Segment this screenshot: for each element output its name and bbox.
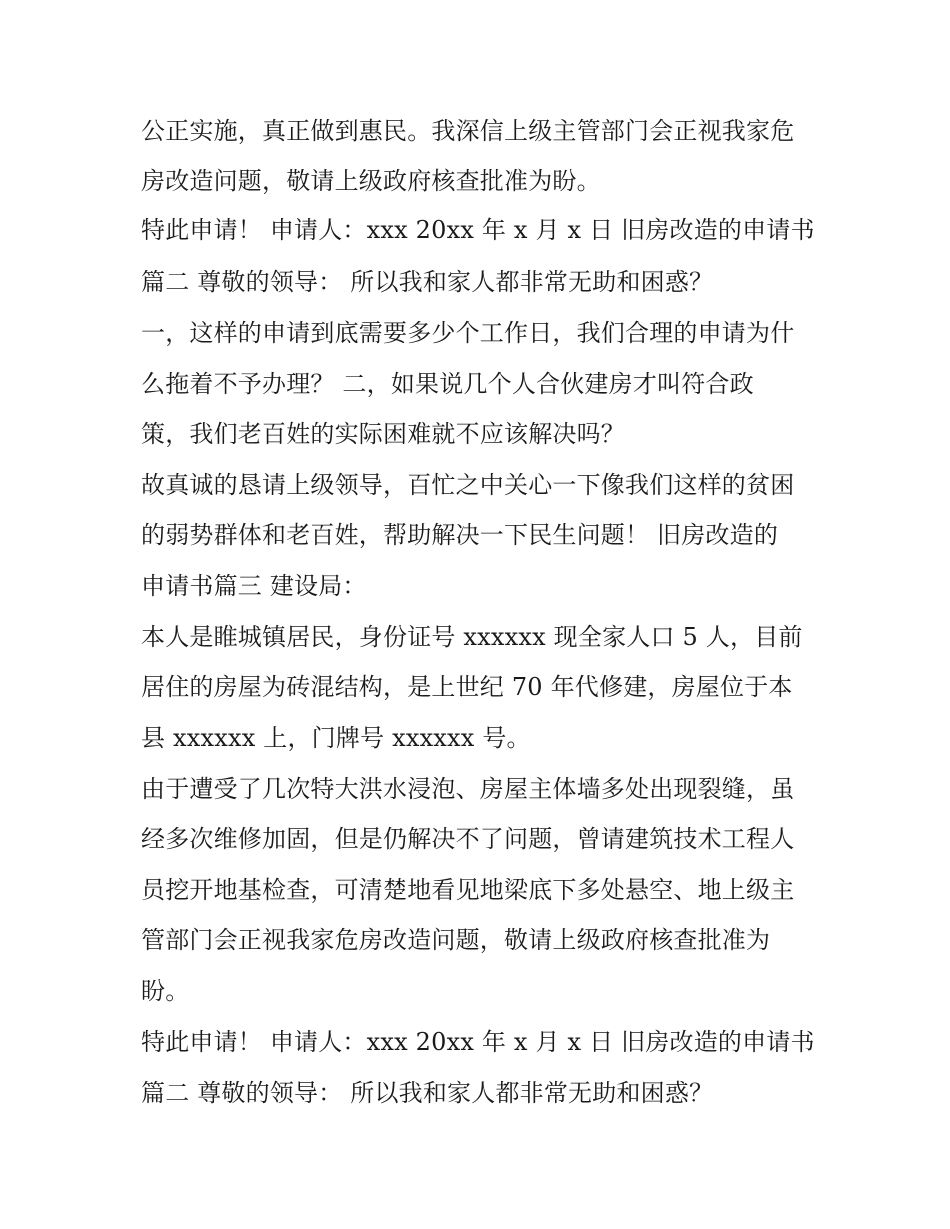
text-line: 申请书篇三 建设局： <box>141 572 367 600</box>
text-line: 管部门会正视我家危房改造问题，敬请上级政府核查批准为 <box>141 926 771 954</box>
text-line: 篇二 尊敬的领导： 所以我和家人都非常无助和困惑？ <box>141 1079 714 1107</box>
text-line: 么拖着不予办理？ 二，如果说几个人合伙建房才叫符合政 <box>141 370 754 398</box>
text-line: 居住的房屋为砖混结构，是上世纪 70 年代修建，房屋位于本 <box>141 673 793 701</box>
text-line: 由于遭受了几次特大洪水浸泡、房屋主体墙多处出现裂缝，虽 <box>141 775 795 803</box>
text-line: 一，这样的申请到底需要多少个工作日，我们合理的申请为什 <box>141 319 795 347</box>
text-line: 故真诚的恳请上级领导，百忙之中关心一下像我们这样的贫困 <box>141 471 795 499</box>
text-line: 本人是睢城镇居民，身份证号 xxxxxx 现全家人口 5 人，目前 <box>141 623 803 651</box>
text-line: 盼。 <box>141 977 190 1005</box>
text-line: 特此申请！ 申请人：xxx 20xx 年 x 月 x 日 旧房改造的申请书 <box>141 1028 815 1056</box>
text-line: 的弱势群体和老百姓，帮助解决一下民生问题！ 旧房改造的 <box>141 521 779 549</box>
text-line: 特此申请！ 申请人：xxx 20xx 年 x 月 x 日 旧房改造的申请书 <box>141 216 815 244</box>
text-line: 县 xxxxxx 上，门牌号 xxxxxx 号。 <box>141 724 531 752</box>
text-line: 房改造问题，敬请上级政府核查批准为盼。 <box>141 167 601 195</box>
text-line: 员挖开地基检查，可清楚地看见地梁底下多处悬空、地上级主 <box>141 876 795 904</box>
text-line: 篇二 尊敬的领导： 所以我和家人都非常无助和困惑？ <box>141 268 714 296</box>
text-line: 策，我们老百姓的实际困难就不应该解决吗？ <box>141 420 625 448</box>
text-line: 公正实施，真正做到惠民。我深信上级主管部门会正视我家危 <box>141 117 795 145</box>
text-line: 经多次维修加固，但是仍解决不了问题，曾请建筑技术工程人 <box>141 825 795 853</box>
